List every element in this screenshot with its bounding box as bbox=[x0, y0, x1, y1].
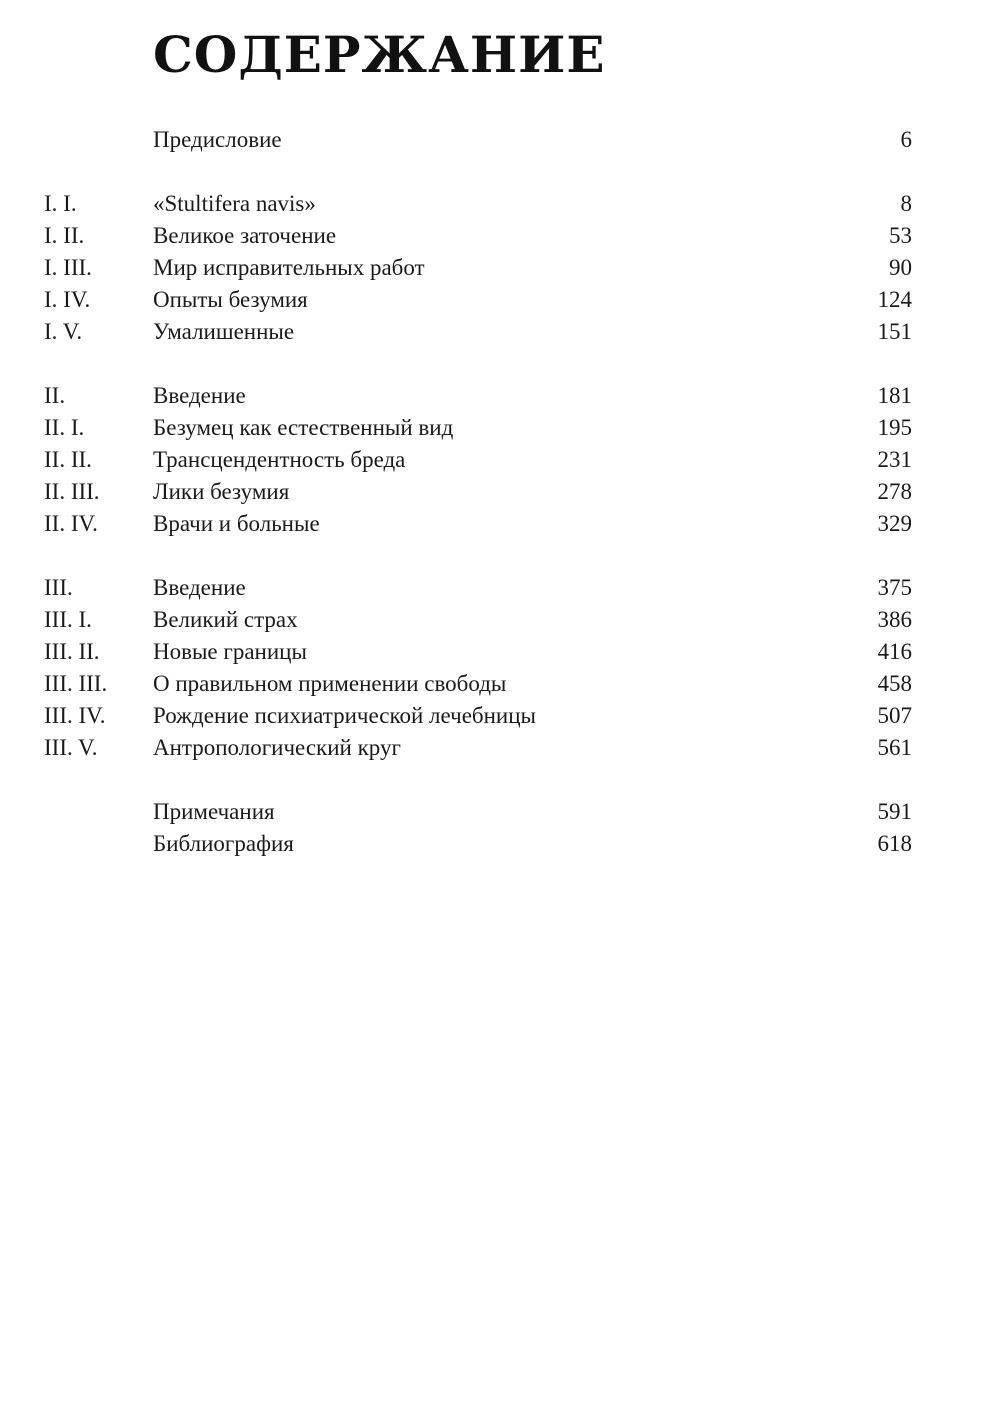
toc-entry-page: 458 bbox=[877, 671, 912, 696]
toc-group bbox=[0, 124, 1000, 156]
toc-group bbox=[0, 796, 1000, 860]
toc-entry bbox=[0, 636, 1000, 668]
toc-entry-number: II. III. bbox=[44, 479, 100, 504]
table-of-contents bbox=[0, 124, 1000, 892]
toc-entry-title: Лики безумия bbox=[153, 479, 290, 504]
toc-entry-number: III. bbox=[44, 575, 73, 600]
toc-entry-title: Врачи и больные bbox=[153, 511, 320, 536]
toc-entry-title: Предисловие bbox=[153, 127, 282, 152]
toc-entry-page: 618 bbox=[877, 831, 912, 856]
toc-entry-title: Трансцендентность бреда bbox=[153, 447, 406, 472]
toc-entry-title: Умалишенные bbox=[153, 319, 295, 344]
toc-entry-title: Опыты безумия bbox=[153, 287, 308, 312]
toc-entry-number: II. bbox=[44, 383, 66, 408]
toc-entry-number: III. IV. bbox=[44, 703, 106, 728]
toc-entry-page: 181 bbox=[877, 383, 912, 408]
toc-entry bbox=[0, 124, 1000, 156]
toc-entry bbox=[0, 316, 1000, 348]
toc-entry-page: 6 bbox=[900, 127, 912, 152]
toc-entry-page: 151 bbox=[877, 319, 912, 344]
toc-entry bbox=[0, 828, 1000, 860]
toc-entry-number: I. IV. bbox=[44, 287, 91, 312]
toc-entry-number: III. I. bbox=[44, 607, 92, 632]
toc-entry-title: Великий страх bbox=[153, 607, 298, 632]
toc-entry bbox=[0, 252, 1000, 284]
toc-entry-title: Антропологический круг bbox=[153, 735, 401, 760]
toc-entry-title: Рождение психиатрической лечебницы bbox=[153, 703, 537, 728]
toc-entry-number: II. I. bbox=[44, 415, 85, 440]
toc-entry bbox=[0, 188, 1000, 220]
toc-entry bbox=[0, 572, 1000, 604]
toc-entry-number: III. V. bbox=[44, 735, 98, 760]
toc-entry-page: 561 bbox=[877, 735, 912, 760]
toc-group bbox=[0, 380, 1000, 540]
toc-entry-page: 416 bbox=[877, 639, 912, 664]
toc-entry-title: Библиография bbox=[153, 831, 294, 856]
toc-entry bbox=[0, 732, 1000, 764]
toc-group bbox=[0, 572, 1000, 764]
toc-entry-number: II. II. bbox=[44, 447, 92, 472]
toc-entry bbox=[0, 476, 1000, 508]
toc-entry-title: Безумец как естественный вид bbox=[153, 415, 454, 440]
toc-entry bbox=[0, 380, 1000, 412]
toc-entry-number: III. II. bbox=[44, 639, 100, 664]
toc-entry-title: Великое заточение bbox=[153, 223, 337, 248]
toc-entry bbox=[0, 220, 1000, 252]
toc-entry-title: Мир исправительных работ bbox=[153, 255, 425, 280]
toc-entry-page: 124 bbox=[877, 287, 912, 312]
toc-entry-title: «Stultifera navis» bbox=[153, 191, 316, 216]
toc-entry-title: Введение bbox=[153, 383, 246, 408]
toc-entry bbox=[0, 444, 1000, 476]
toc-entry-page: 329 bbox=[877, 511, 912, 536]
toc-entry bbox=[0, 700, 1000, 732]
toc-entry-number: I. V. bbox=[44, 319, 83, 344]
toc-entry bbox=[0, 668, 1000, 700]
toc-entry-number: I. II. bbox=[44, 223, 85, 248]
toc-entry-page: 591 bbox=[877, 799, 912, 824]
toc-entry-title: Новые границы bbox=[153, 639, 307, 664]
toc-entry-number: III. III. bbox=[44, 671, 108, 696]
toc-entry bbox=[0, 604, 1000, 636]
toc-entry-title: О правильном применении свободы bbox=[153, 671, 507, 696]
toc-entry-title: Примечания bbox=[153, 799, 275, 824]
toc-entry-page: 231 bbox=[877, 447, 912, 472]
toc-entry-number: I. III. bbox=[44, 255, 92, 280]
page-title: СОДЕРЖАНИЕ bbox=[153, 25, 606, 84]
toc-entry-page: 507 bbox=[877, 703, 912, 728]
toc-entry-number: II. IV. bbox=[44, 511, 98, 536]
toc-entry-page: 90 bbox=[889, 255, 912, 280]
toc-entry-page: 386 bbox=[877, 607, 912, 632]
toc-entry bbox=[0, 412, 1000, 444]
toc-entry-page: 195 bbox=[877, 415, 912, 440]
toc-group bbox=[0, 188, 1000, 348]
toc-entry-number: I. I. bbox=[44, 191, 77, 216]
toc-entry-title: Введение bbox=[153, 575, 246, 600]
toc-entry bbox=[0, 508, 1000, 540]
toc-entry-page: 278 bbox=[877, 479, 912, 504]
toc-entry-page: 8 bbox=[900, 191, 912, 216]
toc-entry bbox=[0, 796, 1000, 828]
toc-entry-page: 53 bbox=[889, 223, 912, 248]
toc-entry bbox=[0, 284, 1000, 316]
toc-entry-page: 375 bbox=[877, 575, 912, 600]
